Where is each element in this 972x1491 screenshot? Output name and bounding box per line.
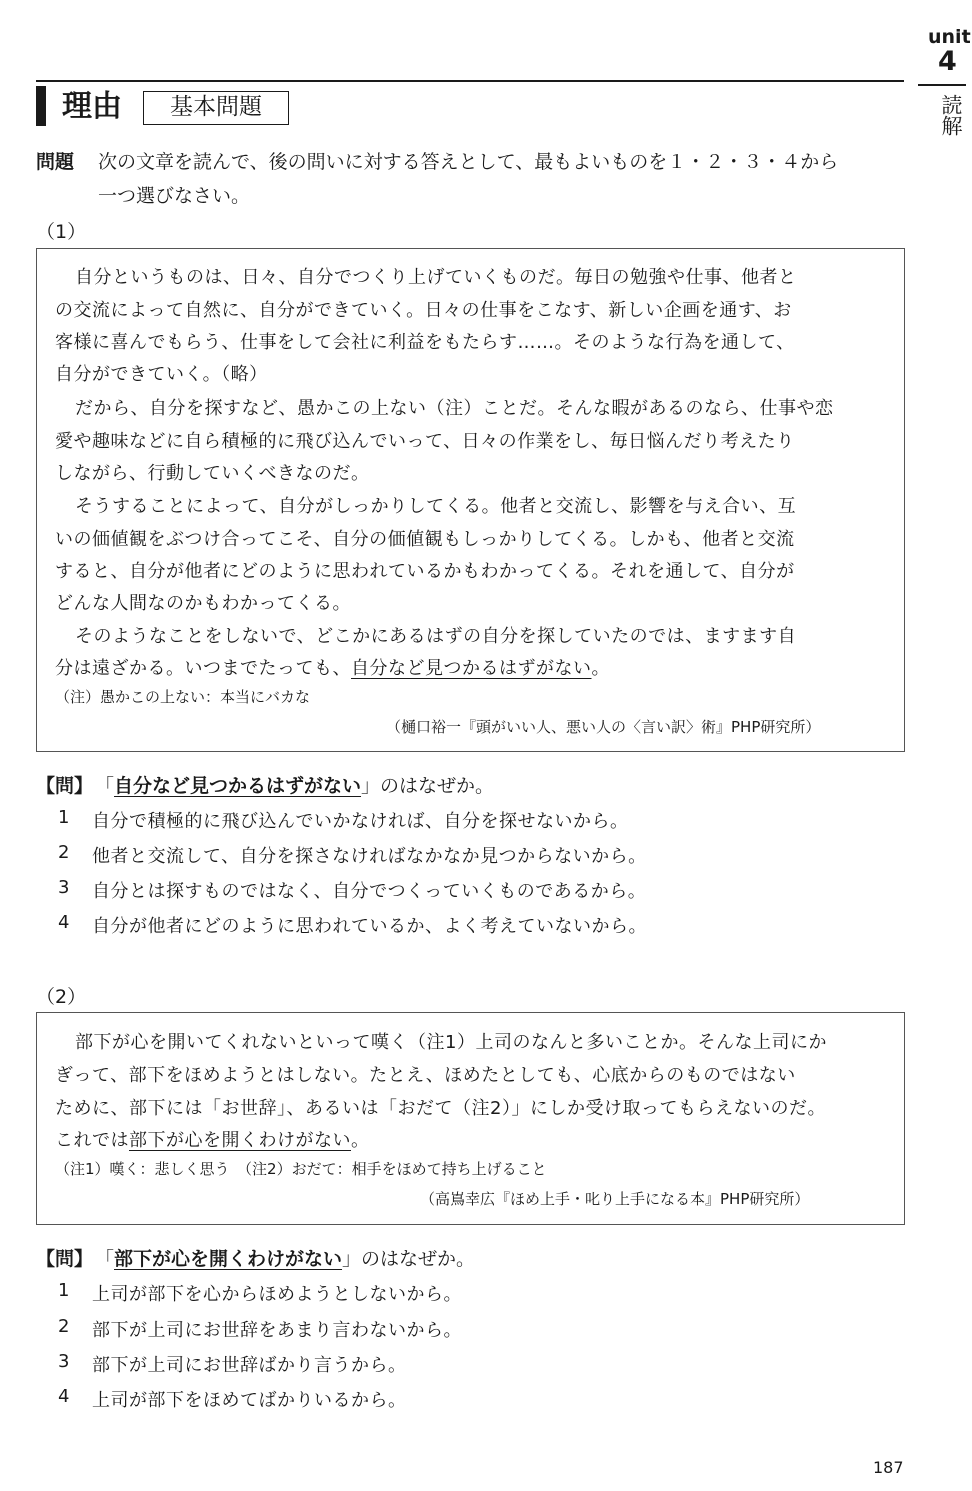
question-text — [95, 1244, 475, 1271]
option-text[interactable]: 部下が上司にお世辞ばかり言うから。 — [92, 1355, 407, 1376]
option-text[interactable]: 自分とは探すものではなく、自分でつくっていくものであるから。 — [92, 881, 647, 902]
passage-text: 。 — [351, 1130, 370, 1151]
instruction-label: 問題 — [36, 151, 75, 173]
option-number: 1 — [58, 1280, 70, 1301]
instruction-line: 次の文章を読んで、後の問いに対する答えとして、最もよいものを１・２・３・４から — [98, 151, 839, 173]
instruction-line: 一つ選びなさい。 — [98, 185, 251, 207]
option-number: 1 — [58, 807, 70, 828]
header-bar — [36, 86, 46, 126]
underlined-target: 自分など見つかるはずがない — [351, 658, 592, 679]
question-label: 【問】 — [36, 775, 94, 797]
option-text[interactable]: 他者と交流して、自分を探さなければなかなか見つからないから。 — [92, 846, 647, 867]
passage-line: そうすることによって、自分がしっかりしてくる。他者と交流し、影響を与え合い、互 — [75, 496, 797, 517]
passage-line: 客様に喜んでもらう、仕事をして会社に利益をもたらす……。そのような行為を通して、 — [55, 332, 795, 353]
underlined-target: 部下が心を開くわけがない — [129, 1130, 351, 1151]
section-number: （1） — [36, 221, 87, 243]
source-citation: （高嶌幸広『ほめ上手・叱り上手になる本』PHP研究所） — [420, 1190, 810, 1208]
question-tail: 」のはなぜか。 — [361, 775, 495, 797]
passage-line: だから、自分を探すなど、愚かこの上ない（注）ことだ。そんな暇があるのなら、仕事や恋 — [75, 398, 834, 419]
passage-line — [55, 1126, 370, 1152]
section-title: 理由 — [62, 89, 122, 124]
question-target: 部下が心を開くわけがない — [114, 1248, 343, 1270]
passage-line — [55, 654, 610, 680]
option-text[interactable]: 部下が上司にお世辞をあまり言わないから。 — [92, 1320, 462, 1341]
option-number: 4 — [58, 1386, 70, 1407]
question-text — [95, 771, 494, 798]
section-number: （2） — [36, 986, 87, 1008]
unit-label: unit — [928, 26, 971, 48]
question-bracket: 「 — [95, 775, 115, 797]
passage-line: 自分というものは、日々、自分でつくり上げていくものだ。毎日の勉強や仕事、他者と — [75, 267, 797, 288]
passage-line: そのようなことをしないで、どこかにあるはずの自分を探していたのでは、ますます自 — [75, 626, 797, 647]
question-target: 自分など見つかるはずがない — [114, 775, 362, 797]
unit-tab — [912, 0, 972, 160]
footnote: （注）愚かこの上ない：本当にバカな — [55, 688, 311, 706]
passage-line: ぎって、部下をほめようとはしない。たとえ、ほめたとしても、心底からのものではない — [55, 1065, 796, 1086]
option-number: 3 — [58, 877, 70, 898]
option-number: 2 — [58, 842, 70, 863]
question-label: 【問】 — [36, 1248, 94, 1270]
passage-line: しながら、行動していくべきなのだ。 — [55, 463, 370, 484]
option-text[interactable]: 自分で積極的に飛び込んでいかなければ、自分を探せないから。 — [92, 811, 629, 832]
passage-text: これでは — [55, 1130, 129, 1151]
passage-text: 。 — [591, 658, 610, 679]
unit-number: 4 — [938, 46, 957, 77]
passage-line: 愛や趣味などに自ら積極的に飛び込んでいって、日々の作業をし、毎日悩んだり考えたり — [55, 431, 795, 452]
question-bracket: 「 — [95, 1248, 115, 1270]
header-rule — [36, 80, 904, 82]
passage-line: ために、部下には「お世辞」、あるいは「おだて（注2）」にしか受け取ってもらえないのだ。 — [55, 1098, 826, 1119]
passage-line: 自分ができていく。（略） — [55, 364, 268, 385]
option-text[interactable]: 上司が部下を心からほめようとしないから。 — [92, 1284, 462, 1305]
option-number: 2 — [58, 1316, 70, 1337]
option-number: 4 — [58, 912, 70, 933]
unit-subject: 読解 — [939, 94, 963, 136]
question-tail: 」のはなぜか。 — [342, 1248, 476, 1270]
option-text[interactable]: 上司が部下をほめてばかりいるから。 — [92, 1390, 407, 1411]
passage-line: 部下が心を開いてくれないといって嘆く（注1）上司のなんと多いことか。そんな上司にか — [75, 1032, 827, 1053]
option-text[interactable]: 自分が他者にどのように思われているか、よく考えていないから。 — [92, 916, 647, 937]
passage-line: すると、自分が他者にどのように思われているかもわかってくる。それを通して、自分が — [55, 561, 795, 582]
passage-text: 分は遠ざかる。いつまでたっても、 — [55, 658, 351, 679]
unit-divider — [918, 84, 966, 86]
passage-line: どんな人間なのかもわかってくる。 — [55, 593, 351, 614]
passage-line: の交流によって自然に、自分ができていく。日々の仕事をこなす、新しい企画を通す、お — [55, 300, 792, 321]
page-number: 187 — [873, 1458, 904, 1477]
source-citation: （樋口裕一『頭がいい人、悪い人の〈言い訳〉術』PHP研究所） — [386, 718, 821, 736]
footnote: （注1）嘆く：悲しく思う （注2）おだて：相手をほめて持ち上げること — [55, 1160, 547, 1178]
option-number: 3 — [58, 1351, 70, 1372]
section-badge: 基本問題 — [143, 91, 289, 125]
passage-line: いの価値観をぶつけ合ってこそ、自分の価値観もしっかりしてくる。しかも、他者と交流 — [55, 529, 795, 550]
